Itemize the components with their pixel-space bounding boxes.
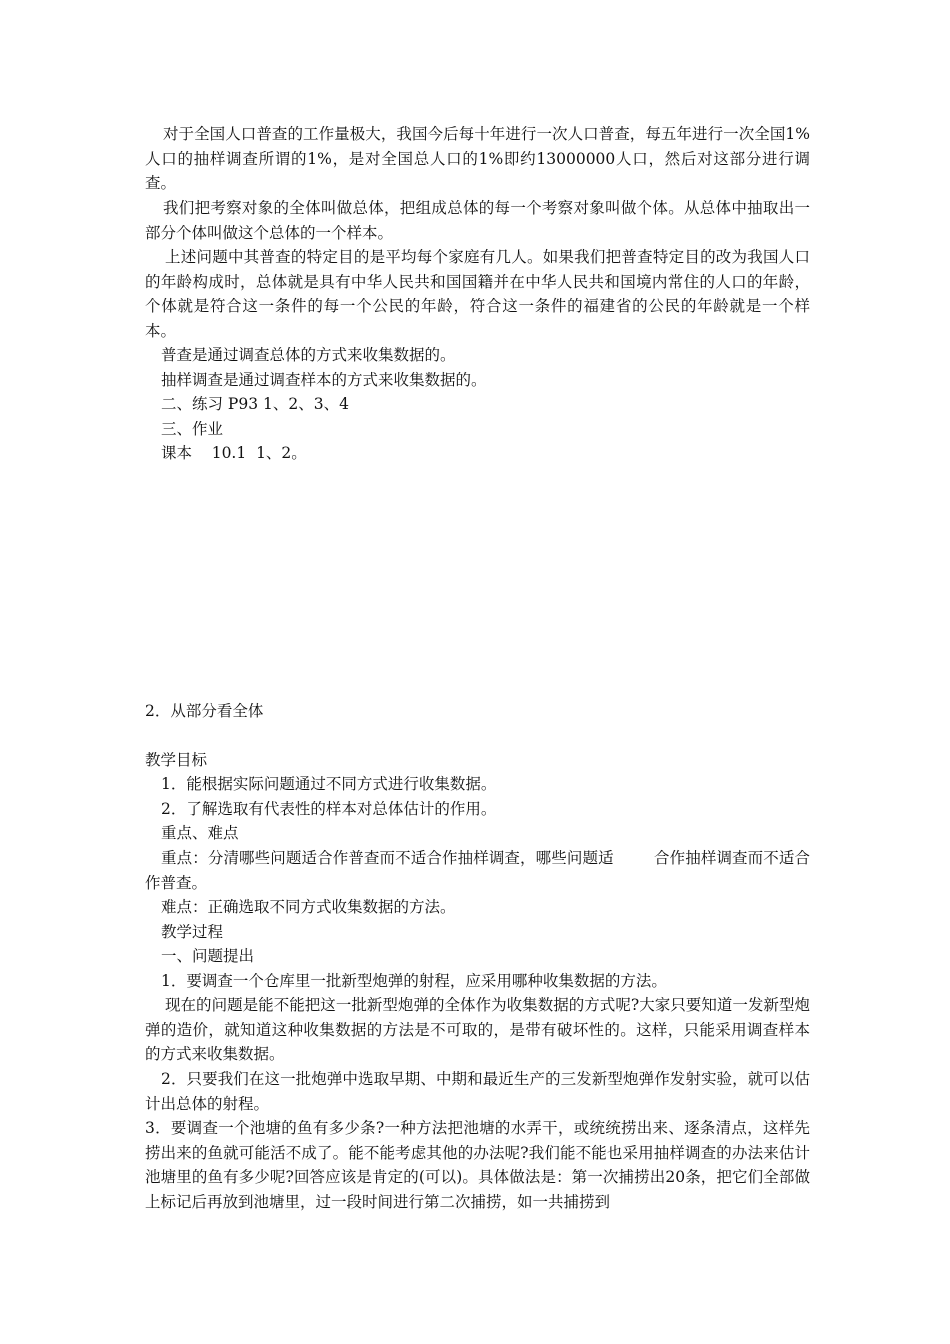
homework-heading: 三、作业: [161, 420, 224, 438]
key-point-text: 重点：分清哪些问题适合作普查而不适合作抽样调查，哪些问题适 合作抽样调查而不适合作普查。: [145, 849, 810, 892]
paragraph-census-definition: 普查是通过调查总体的方式来收集数据的。: [161, 346, 456, 364]
exercise-heading: 二、练习 P93 1、2、3、4: [161, 395, 349, 413]
question-2: 2．只要我们在这一批炮弹中选取早期、中期和最近生产的三发新型炮弹作发射实验，就可以估计出总体的射程。: [145, 1070, 810, 1113]
lesson-title: 2．从部分看全体: [145, 702, 264, 720]
paragraph-sampling-definition: 抽样调查是通过调查样本的方式来收集数据的。: [161, 371, 487, 389]
paragraph-census-purpose: 上述问题中其普查的特定目的是平均每个家庭有几人。如果我们把普查特定目的改为我国人口的年龄构成时，总体就是具有中华人民共和国国籍并在中华人民共和国境内常住的人口的年龄，个体就是符合这一条件的每一个公民的年龄，符合这一条件的福建省的公民的年龄就是一个样本。: [145, 248, 810, 340]
paragraph-census-intro: 对于全国人口普查的工作量极大，我国今后每十年进行一次人口普查，每五年进行一次全国1%人口的抽样调查所谓的1%，是对全国总人口的1%即约13000000人口，然后对这部分进行调查。: [145, 125, 810, 192]
question-1: 1．要调查一个仓库里一批新型炮弹的射程，应采用哪种收集数据的方法。: [161, 972, 667, 990]
key-points-heading: 重点、难点: [161, 824, 239, 842]
homework-item: 课本 10.1 1、2。: [161, 444, 307, 462]
teaching-process-heading: 教学过程: [161, 923, 224, 941]
teaching-goal-2: 2．了解选取有代表性的样本对总体估计的作用。: [161, 800, 497, 818]
question-1-detail: 现在的问题是能不能把这一批新型炮弹的全体作为收集数据的方式呢?大家只要知道一发新型炮弹的造价，就知道这种收集数据的方法是不可取的，是带有破坏性的。这样，只能采用调查样本的方式来收集数据。: [145, 996, 810, 1063]
paragraph-population-definition: 我们把考察对象的全体叫做总体，把组成总体的每一个考察对象叫做个体。从总体中抽取出一部分个体叫做这个总体的一个样本。: [145, 199, 810, 242]
question-3: 3．要调查一个池塘的鱼有多少条?一种方法把池塘的水弄干，或统统捞出来、逐条清点，这样先捞出来的鱼就可能活不成了。能不能考虑其他的办法呢?我们能不能也采用抽样调查的办法来估计池塘里的鱼有多少呢?回答应该是肯定的(可以)。具体做法是：第一次捕捞出20条，把它们全部做上标记后再放到池塘里，过一段时间进行第二次捕捞，如一共捕捞到: [145, 1119, 810, 1211]
problem-heading: 一、问题提出: [161, 947, 255, 965]
difficulty-text: 难点：正确选取不同方式收集数据的方法。: [161, 898, 456, 916]
teaching-goal-1: 1．能根据实际问题通过不同方式进行收集数据。: [161, 775, 497, 793]
teaching-goals-heading: 教学目标: [145, 751, 208, 769]
